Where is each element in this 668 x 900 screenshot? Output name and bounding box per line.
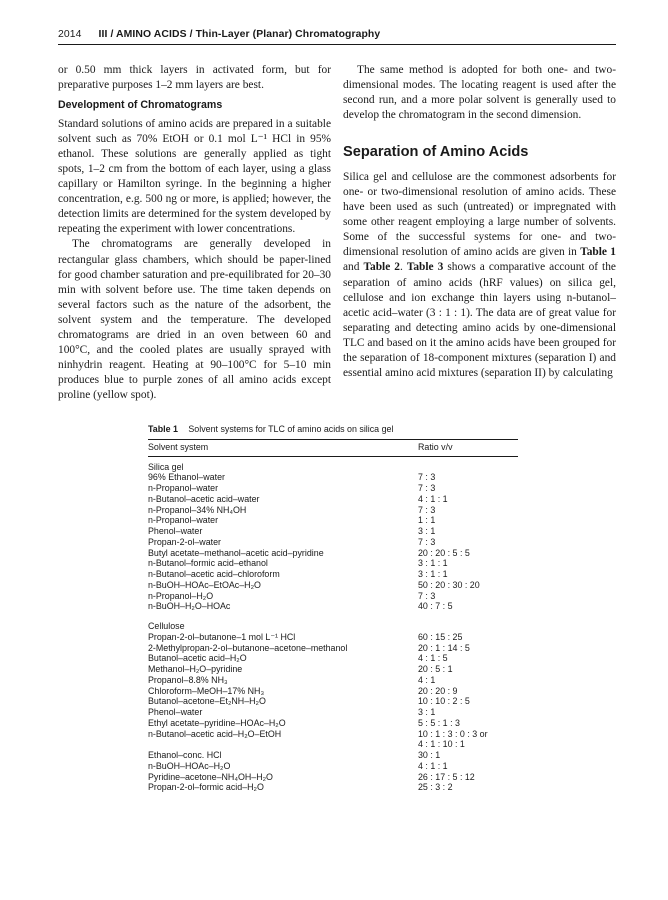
table-row [148,782,518,793]
table-reference[interactable]: Table 3 [406,261,444,274]
ratio-cell: 3 : 1 [418,526,436,536]
table-row [148,664,518,675]
header-rule [58,44,616,45]
ratio-cell: 7 : 3 [418,472,436,483]
solvent-system-cell: Butanol–acetone–Et₂NH–H₂O [148,696,266,707]
solvent-system-cell: Pyridine–acetone–NH₄OH–H₂O [148,771,273,782]
ratio-cell: 4 : 1 [418,674,436,685]
ratio-cell: 3 : 1 [418,707,436,717]
solvent-system-cell: Propan-2-ol–formic acid–H₂O [148,782,264,793]
section-heading: Separation of Amino Acids [343,144,529,161]
solvent-system-cell: n-BuOH–HOAc–EtOAc–H₂O [148,579,261,590]
ratio-cell: 4 : 1 : 1 [418,493,448,504]
page-number: 2014 [58,29,82,40]
ratio-cell: 25 : 3 : 2 [418,782,453,793]
table-row [148,718,518,729]
table-row [148,569,518,580]
solvent-system-cell: Propanol–8.8% NH₃ [148,674,228,685]
table-row [148,515,518,526]
paragraph: The chromatograms are generally developed in rectangular glass chambers, which should be paper-lined for good chamber saturation and pre-equilibrated for 20–30 min with solvent before use. The time taken depends on several factors such as the nature of the adsorbent, the solvent system and the temperature. The developed chromatograms are dried in an oven between 60 and 100°C, and the cooled plates are usually sprayed with ninhydrin reagent. Heating at 90–100°C for 5–10 min produces blue to purple zones of all amino acids except proline (yellow spot). [58,238,331,401]
ratio-cell: 20 : 20 : 5 : 5 [418,547,470,558]
table-row [148,750,518,761]
table-row [148,548,518,559]
ratio-cell: 5 : 5 : 1 : 3 [418,717,460,728]
ratio-cell: 4 : 1 : 1 [418,760,448,771]
column-header: Solvent system [148,441,209,452]
table-row [148,675,518,686]
solvent-system-cell: Butanol–acetic acid–H₂O [148,653,247,664]
solvent-system-cell: Chloroform–MeOH–17% NH₃ [148,685,265,696]
ratio-cell: 1 : 1 [418,515,436,526]
ratio-cell: 3 : 1 : 1 [418,569,448,579]
ratio-cell: 10 : 1 : 3 : 0 : 3 or [418,728,488,739]
ratio-cell: 4 : 1 : 5 [418,653,448,664]
paragraph: or 0.50 mm thick layers in activated form, but for preparative purposes 1–2 mm layers are best. [58,64,331,92]
ratio-cell: 7 : 3 [418,590,436,601]
table-body [148,462,518,794]
table-row [148,580,518,591]
table-row [148,505,518,516]
table-row [148,696,518,707]
text-run: and [343,261,364,274]
solvent-system-cell: n-BuOH–H₂O–HOAc [148,601,231,612]
solvent-system-cell: Methanol–H₂O–pyridine [148,664,243,674]
right-column [343,63,616,381]
table-row [148,707,518,718]
solvent-system-cell: 2-Methylpropan-2-ol–butanone–acetone–methanol [148,642,348,653]
text-run: Silica gel and cellulose are the commonest adsorbents for one- or two-dimensional resolution of amino acids. These have been used as such (untreated) or impregnated with some other reagent employing a large number of solvents. Some of the successful systems for one- and two-dimensional resolution of amino acids are given in [343,171,616,259]
ratio-cell: 20 : 20 : 9 [418,685,458,696]
solvent-system-cell: n-Propanol–water [148,483,219,493]
left-column [58,63,331,403]
ratio-cell: 7 : 3 [418,483,436,493]
ratio-cell: 50 : 20 : 30 : 20 [418,579,480,590]
table-1 [148,424,518,793]
running-title: III / AMINO ACIDS / Thin-Layer (Planar) Chromatography [98,29,381,40]
table-row [148,601,518,612]
ratio-cell: 20 : 5 : 1 [418,664,453,674]
solvent-system-cell: Ethyl acetate–pyridine–HOAc–H₂O [148,717,286,728]
table-reference[interactable]: Table 1 [580,246,616,259]
solvent-system-cell: n-BuOH–HOAc–H₂O [148,760,231,771]
text-run: . [399,261,407,274]
table-caption [148,424,518,435]
table-row [148,772,518,783]
ratio-cell: 20 : 1 : 14 : 5 [418,642,470,653]
solvent-system-cell: n-Propanol–water [148,515,219,526]
table-row [148,526,518,537]
paragraph: The same method is adopted for both one- and two-dimensional modes. The locating reagent is used after the second run, and a more polar solvent is generally used to develop the chromatogram in the second dimension. [343,64,616,122]
ratio-cell: 60 : 15 : 25 [418,631,463,642]
table-label: Table 1 [148,424,178,434]
ratio-cell: 7 : 3 [418,536,436,547]
text-run: shows a comparative account of the separation of amino acids (hRF values) on silica gel, cellulose and ion exchange thin layers using n-butanol–acetic acid–water (3 : 1 : 1). The data are of great value for separating and detecting amino acids by one-dimensional TLC and based on it the amino acids have been grouped for the separation of 18-component mixtures (separation I) and essential amino acid mixtures (separation II) by calculating [343,261,616,379]
ratio-cell: 40 : 7 : 5 [418,601,453,612]
table-row [148,558,518,569]
table-group-title: Cellulose [148,621,185,631]
solvent-system-cell: n-Butanol–acetic acid–H₂O–EtOH [148,728,282,739]
solvent-system-cell: n-Propanol–H₂O [148,590,214,601]
table-row [148,686,518,697]
solvent-system-cell: 96% Ethanol–water [148,472,225,483]
solvent-system-cell: Phenol–water [148,526,203,536]
solvent-system-cell: Ethanol–conc. HCl [148,750,222,760]
table-row [148,537,518,548]
ratio-cell: 10 : 10 : 2 : 5 [418,696,470,707]
column-header: Ratio v/v [418,441,453,452]
table-row [148,632,518,643]
table-row [148,729,518,740]
table-reference[interactable]: Table 2 [363,261,400,274]
table-row [148,761,518,772]
paragraph: Standard solutions of amino acids are prepared in a suitable solvent such as 70% EtOH or 0.1 mol L⁻¹ HCl in 95% ethanol. These solutions are generally applied as tight spots, 1–2 cm from the bottom of each layer, using a glass capillary or Hamilton syringe. In the beginning a higher concentration, e.g. 500 ng or more, is applied; however, the detection limits are determined for the system developed by repeating the experiment with lower concentrations. [58,118,331,236]
solvent-system-cell: n-Butanol–acetic acid–water [148,493,260,504]
group-spacer [148,612,518,616]
ratio-cell: 3 : 1 : 1 [418,558,448,569]
ratio-cell: 4 : 1 : 10 : 1 [418,739,465,750]
table-row [148,591,518,602]
solvent-system-cell: n-Propanol–34% NH₄OH [148,504,247,515]
solvent-system-cell: Propan-2-ol–butanone–1 mol L⁻¹ HCl [148,631,296,642]
solvent-system-cell: n-Butanol–acetic acid–chloroform [148,569,280,579]
table-row [148,643,518,654]
paragraph [343,170,616,381]
table-row [148,653,518,664]
solvent-system-cell: n-Butanol–formic acid–ethanol [148,558,268,569]
table-row [148,494,518,505]
ratio-cell: 26 : 17 : 5 : 12 [418,771,475,782]
table-row [148,472,518,483]
solvent-system-cell: Propan-2-ol–water [148,536,222,547]
table-rule-mid [148,456,518,457]
table-group-title: Silica gel [148,461,184,472]
table-header [148,440,518,456]
table-row [148,739,518,750]
ratio-cell: 7 : 3 [418,504,436,515]
solvent-system-cell: Butyl acetate–methanol–acetic acid–pyridine [148,547,324,558]
section-heading: Development of Chromatograms [58,99,223,112]
solvent-system-cell: Phenol–water [148,707,203,717]
table-caption-text: Solvent systems for TLC of amino acids on silica gel [188,424,394,434]
ratio-cell: 30 : 1 [418,750,441,760]
running-header [58,29,616,40]
solvent-system-cell [148,739,418,750]
table-row [148,483,518,494]
